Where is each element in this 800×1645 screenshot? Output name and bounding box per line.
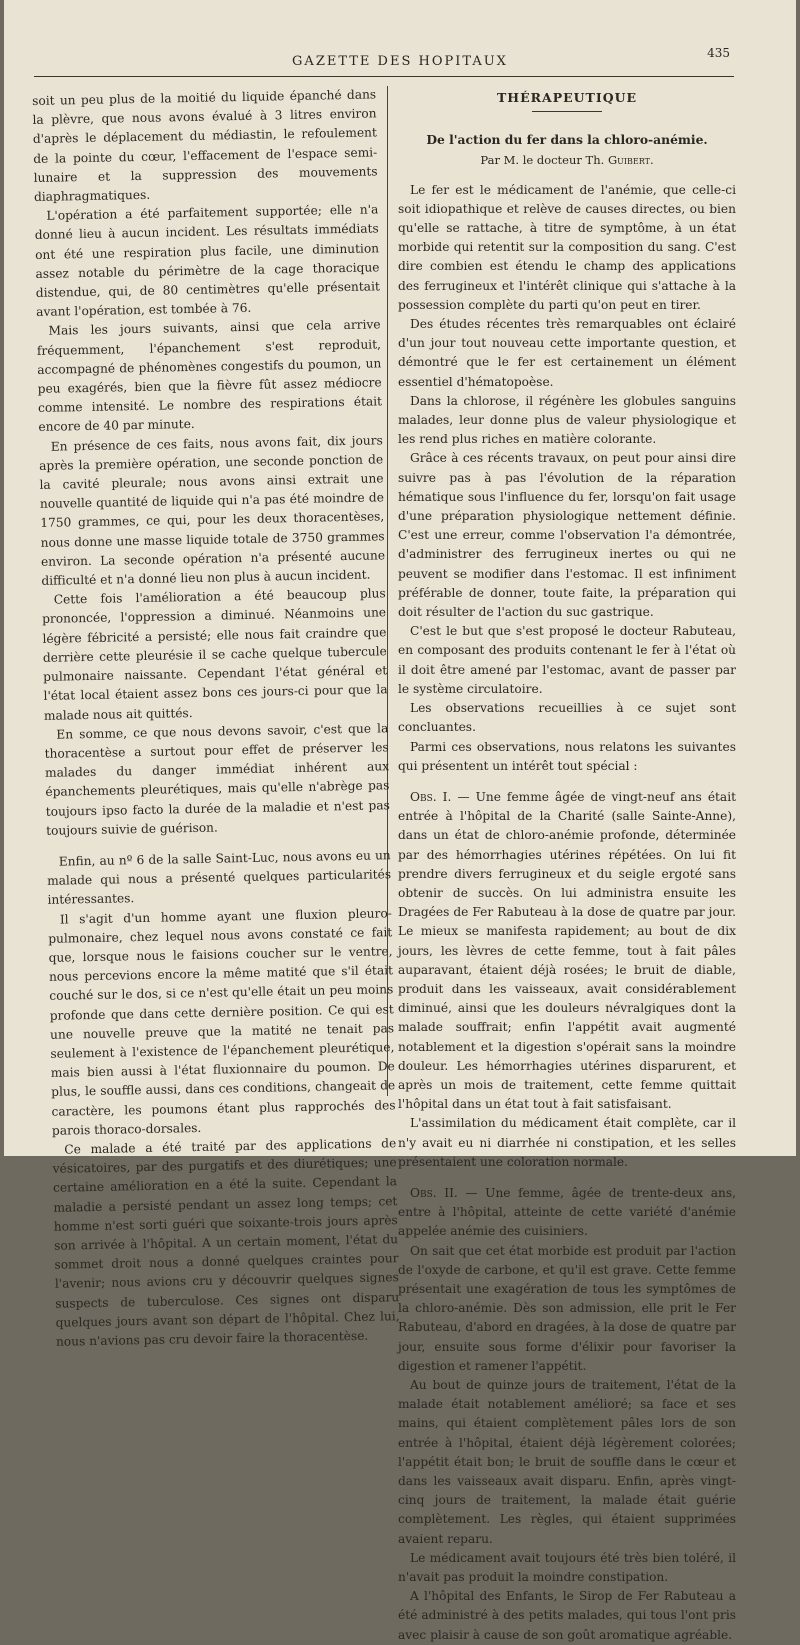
- paragraph: Enfin, au nº 6 de la salle Saint-Luc, nous avons eu un malade qui nous a présenté quelques particularités intéressantes.: [47, 848, 392, 908]
- paragraph: A l'hôpital des Enfants, le Sirop de Fer Rabuteau a été administré à des petits malades, qui tous l'ont pris avec plaisir à cause de son goût aromatique agréable.: [398, 1589, 736, 1642]
- paragraph: Dans la chlorose, il régénère les globules sanguins malades, leur donne plus de valeur physiologique et les rend plus riches en matière colorante.: [398, 393, 736, 447]
- page-header-title: GAZETTE DES HOPITAUX: [292, 54, 508, 69]
- paragraph: C'est le but que s'est proposé le docteur Rabuteau, en composant des produits contenant le fer à l'état où il doit être amené par l'estomac, avant de passer par le système circulatoire.: [398, 624, 736, 696]
- left-column: [32, 85, 400, 1352]
- section-rule: [532, 111, 602, 112]
- observation-text: — Une femme, âgée de trente-deux ans, entre à l'hôpital, atteinte de cette variété d'anémie appelée anémie des cuisiniers.: [398, 1185, 736, 1239]
- header-rule: [34, 76, 734, 77]
- paragraph: soit un peu plus de la moitié du liquide épanché dans la plèvre, que nous avons évalué à 3 litres environ d'après le déplacement du médiastin, le refoulement de la pointe du cœur, l'effacement de l'espace semi-lunaire et la suppression des mouvements diaphragmatiques.: [32, 87, 378, 204]
- paragraph: Le médicament avait toujours été très bien toléré, il n'avait pas produit la moindre constipation.: [398, 1550, 736, 1585]
- paragraph: Le fer est le médicament de l'anémie, que celle-ci soit idiopathique et relève de causes directes, ou bien qu'elle se rattache, à titre de symptôme, à un état morbide qui retentit sur la composition du sang. C'est dire combien est étendu le champ des applications des ferrugineux et l'intérêt clinique qui s'attache à la possession complète du parti qu'on peut en tirer.: [398, 182, 736, 312]
- paragraph: Grâce à ces récents travaux, on peut pour ainsi dire suivre pas à pas l'évolution de la réparation hématique sous l'influence du fer, lorsqu'on fait usage d'une préparation physiologique nettement définie. C'est une erreur, comme l'observation l'a démontrée, d'administrer des ferrugineux inertes ou qui ne peuvent se modifier dans l'estomac. Il est infiniment préférable de donner, toute faite, la préparation qui doit résulter de l'action du suc gastrique.: [398, 451, 736, 620]
- newspaper-page: [4, 0, 796, 1642]
- paragraph: Ce malade a été traité par des applications de vésicatoires, par des purgatifs et des diurétiques; une certaine amélioration en a été la suite. Cependant la maladie a persisté pendant un assez long temps; cet homme n'est sorti guéri que soixante-trois jours après son arrivée à l'hôpital. A un certain moment, l'état du sommet droit nous a donné quelques craintes pour l'avenir; nous avions cru y découvrir quelques signes suspects de tuberculose. Ces signes ont disparu quelques jours avant son départ de l'hôpital. Chez lui, nous n'avions pas cru devoir faire la thoracentèse.: [52, 1136, 400, 1349]
- paragraph: Des études récentes très remarquables ont éclairé d'un jour tout nouveau cette importante question, et démontré que le fer est certainement un élément essentiel d'hématopoèse.: [398, 317, 736, 389]
- paragraph: Il s'agit d'un homme ayant une fluxion pleuro-pulmonaire, chez lequel nous avons constaté ce fait que, lorsque nous le faisions coucher sur le ventre, nous percevions encore la même matité que s'il était couché sur le dos, si ce n'est qu'elle était un peu moins profonde que dans cette dernière position. Ce qui est une nouvelle preuve que la matité ne tenait pas seulement à l'existence de l'épanchement pleurétique, mais bien aussi à l'état fluxionnaire du poumon. De plus, le souffle aussi, dans ces conditions, changeait de caractère, les poumons étant plus rapprochés des parois thoraco-dorsales.: [48, 905, 396, 1138]
- paragraph: Les observations recueillies à ce sujet sont concluantes.: [398, 701, 736, 735]
- paragraph: Cette fois l'amélioration a été beaucoup plus prononcée, l'oppression a diminué. Néanmoins une légère fébricité a persisté; elle nous fait craindre que derrière cette pleurésie il se cache quelque tubercule pulmonaire naissante. Cependant l'état général et l'état local étaient assez bons ces jours-ci pour que la malade nous ait quittés.: [41, 586, 388, 723]
- observation-2: [398, 1184, 736, 1242]
- section-title: THÉRAPEUTIQUE: [496, 90, 638, 105]
- paragraph: Parmi ces observations, nous relatons les suivantes qui présentent un intérêt tout spécial :: [398, 739, 736, 773]
- byline: [398, 151, 736, 170]
- article-title: De l'action du fer dans la chloro-anémie.: [426, 132, 708, 148]
- paragraph: Mais les jours suivants, ainsi que cela arrive fréquemment, l'épanchement s'est reproduit, accompagné de phénomènes congestifs du poumon, un peu exagérés, bien que la fièvre fût assez médiocre comme intensité. Le nombre des respirations était encore de 40 par minute.: [36, 317, 383, 435]
- paragraph: En somme, ce que nous devons savoir, c'est que la thoracentèse a surtout pour effet de préserver les malades du danger immédiat inhérent aux épanchements pleurétiques, mais qu'elle n'abrège pas toujours ipso facto la durée de la maladie et n'est pas toujours suivie de guérison.: [44, 720, 390, 838]
- paragraph: En présence de ces faits, nous avons fait, dix jours après la première opération, une seconde ponction de la cavité pleurale; nous avons ainsi extrait une nouvelle quantité de liquide qui n'a pas été moindre de 1750 grammes, ce qui, pour les deux thoracentèses, nous donne une masse liquide totale de 3750 grammes environ. La seconde opération n'a présenté aucune difficulté et n'a donné lieu non plus à aucun incident.: [39, 432, 386, 588]
- observation-label: Obs. I.: [410, 789, 452, 804]
- byline-prefix: Par M. le docteur Th.: [480, 153, 605, 168]
- right-column: [398, 86, 736, 1645]
- observation-label: Obs. II.: [410, 1185, 458, 1200]
- observation-text: — Une femme âgée de vingt-neuf ans était entrée à l'hôpital de la Charité (salle Sainte-Anne), dans un état de chloro-anémie profonde, déterminée par des hémorrhagies utérines répétées. On lui fit prendre divers ferrugineux et du seigle ergoté sans obtenir de succès. On lui administra ensuite les Dragées de Fer Rabuteau à la dose de quatre par jour. Le mieux se manifesta rapidement; au bout de dix jours, les lèvres de cette femme, tout à fait pâles auparavant, étaient déjà rosées; le bruit de diable, produit dans les vaisseaux, avait considérablement diminué, ainsi que les douleurs névralgiques dont la malade souffrait; enfin l'appétit avait augmenté notablement et la digestion s'opérait sans la moindre douleur. Les hémorrhagies utérines disparurent, et après un mois de traitement, cette femme quittait l'hôpital dans un état tout à fait satisfaisant.: [398, 789, 736, 1112]
- paragraph: L'opération a été parfaitement supportée; elle n'a donné lieu à aucun incident. Les résultats immédiats ont été une respiration plus facile, une diminution assez notable du périmètre de la cage thoracique distendue, qui, de 80 centimètres qu'elle présentait avant l'opération, est tombée à 76.: [34, 202, 380, 320]
- paragraph: Au bout de quinze jours de traitement, l'état de la malade était notablement amélioré; sa face et ses mains, qui étaient complètement pâles lors de son entrée à l'hôpital, étaient déjà légèrement colorées; l'appétit était bon; le bruit de souffle dans le cœur et dans les vaisseaux avait disparu. Enfin, après vingt-cinq jours de traitement, la malade était guérie complètement. Les règles, qui étaient supprimées avaient reparu.: [398, 1378, 736, 1546]
- paragraph: L'assimilation du médicament était complète, car il n'y avait eu ni diarrhée ni constipation, et les selles présentaient une coloration normale.: [398, 1116, 736, 1169]
- page-number: 435: [707, 46, 730, 60]
- observation-1: [398, 788, 736, 1114]
- byline-author: Guibert.: [607, 153, 654, 168]
- paragraph: On sait que cet état morbide est produit par l'action de l'oxyde de carbone, et qu'il est grave. Cette femme présentait une exagération de tous les symptômes de la chloro-anémie. Dès son admission, elle prit le Fer Rabuteau, d'abord en dragées, à la dose de quatre par jour, ensuite sous forme d'élixir pour favoriser la digestion et ramener l'appétit.: [398, 1243, 736, 1373]
